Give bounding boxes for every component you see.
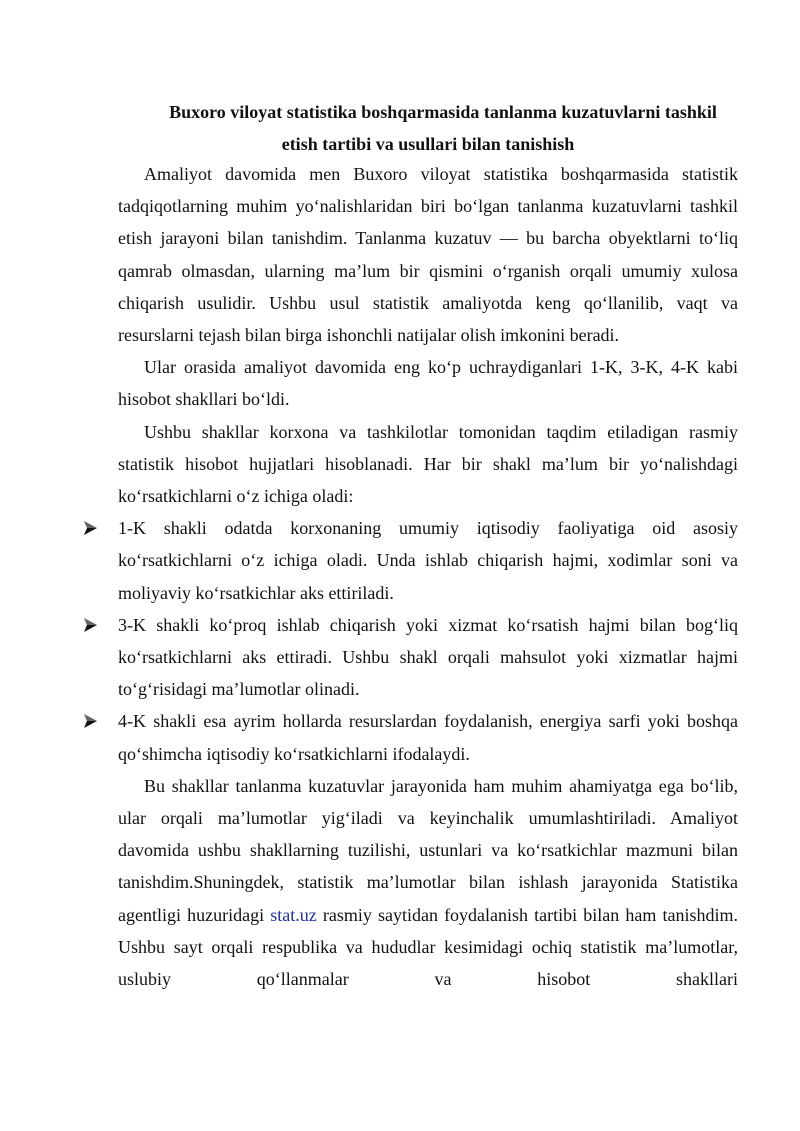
title-line-2: etish tartibi va usullari bilan tanishish — [281, 134, 575, 154]
arrowhead-bullet-icon — [84, 618, 97, 632]
bullet-1k-text: 1-K shakli odatda korxonaning umumiy iqtisodiy faoliyatiga oid asosiy ko‘rsatkichlarni o‘z ichiga oladi. Unda ishlab chiqarish hajmi, xodimlar soni va moliyaviy ko‘rsatkichlar aks ettiriladi. — [118, 518, 738, 603]
paragraph-intro: Amaliyot davomida men Buxoro viloyat statistika boshqarmasida statistik tadqiqotlarning muhim yo‘nalishlaridan biri bo‘lgan tanlanma kuzatuvlarni tashkil etish jarayoni bilan tanishdim. Tanlanma kuzatuv — bu barcha obyektlarni to‘liq qamrab olmasdan, ularning ma’lum bir qismini o‘rganish orqali umumiy xulosa chiqarish usulidir. Ushbu usul statistik amaliyotda keng qo‘llanilib, vaqt va resurslarni tejash bilan birga ishonchli natijalar olish imkonini beradi. — [118, 164, 738, 346]
paragraph-forms-description: Ushbu shakllar korxona va tashkilotlar tomonidan taqdim etiladigan rasmiy statistik hisobot hujjatlari hisoblanadi. Har bir shakl ma’lum bir yo‘nalishdagi ko‘rsatkichlarni o‘z ichiga oladi: — [118, 421, 738, 507]
document-body — [118, 158, 738, 995]
stat-uz-link[interactable]: stat.uz — [270, 904, 317, 925]
paragraph-forms: Ular orasida amaliyot davomida eng ko‘p uchraydiganlari 1-K, 3-K, 4-K kabi hisobot shakllari bo‘ldi. — [118, 357, 738, 410]
list-item — [118, 705, 738, 769]
document-title — [118, 96, 738, 160]
paragraph-conclusion-part-2: rasmiy saytidan foydalanish tartibi bilan ham tanishdim. Ushbu sayt orqali respublika va hududlar kesimidagi ochiq statistik ma’lumotlar, uslubiy qo‘llanmalar va hisobot shakllari — [118, 904, 739, 990]
paragraph-conclusion — [118, 770, 738, 995]
bullet-3k-text: 3-K shakli ko‘proq ishlab chiqarish yoki xizmat ko‘rsatish hajmi bilan bog‘liq ko‘rsatkichlarni aks ettiradi. Ushbu shakl orqali mahsulot yoki xizmatlar hajmi to‘g‘risidagi ma’lumotlar olinadi. — [118, 614, 738, 700]
list-item — [118, 609, 738, 706]
arrowhead-bullet-icon — [84, 714, 97, 728]
bullet-4k-text: 4-K shakli esa ayrim hollarda resurslardan foydalanish, energiya sarfi yoki boshqa qo‘shimcha iqtisodiy ko‘rsatkichlarni ifodalaydi. — [118, 711, 738, 764]
title-line-1: Buxoro viloyat statistika boshqarmasida tanlanma kuzatuvlarni tashkil — [169, 102, 717, 122]
arrowhead-bullet-icon — [84, 521, 97, 535]
list-item — [118, 512, 738, 609]
paragraph-conclusion-part-1: Bu shakllar tanlanma kuzatuvlar jarayonida ham muhim ahamiyatga ega bo‘lib, ular orqali ma’lumotlar yig‘iladi va keyinchalik umumlashtiriladi. Amaliyot davomida ushbu shakllarning tuzilishi, ustunlari va ko‘rsatkichlar mazmuni bilan tanishdim.Shuningdek, statistik ma’lumotlar bilan ishlash jarayonida Statistika agentligi huzuridagi — [118, 775, 738, 925]
